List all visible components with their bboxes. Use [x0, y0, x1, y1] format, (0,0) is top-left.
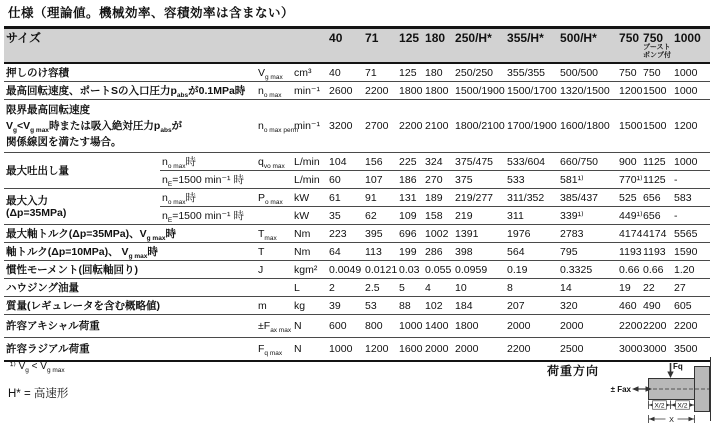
value-cell: 1125 — [641, 153, 672, 171]
row-unit: kgm² — [292, 261, 327, 279]
value-cell: 1400 — [423, 315, 453, 338]
value-cell: 533 — [505, 171, 558, 189]
value-cell: 533/604 — [505, 153, 558, 171]
value-cell: 2500 — [558, 338, 617, 362]
row-symbol: $P_{o max}$ — [256, 189, 292, 207]
value-cell: 1000 — [672, 82, 710, 100]
row-label: 最大入力 (Δp=35MPa) — [4, 189, 160, 225]
row-symbol: $q_{vo max}$ — [256, 153, 292, 171]
value-cell: 3000 — [641, 338, 672, 362]
row-unit: kg — [292, 297, 327, 315]
row-symbol: $T_{max}$ — [256, 225, 292, 243]
x2-label-a: X/2 — [654, 402, 665, 410]
value-cell: 40 — [327, 63, 363, 82]
row-unit: L — [292, 279, 327, 297]
value-cell: 770¹⁾ — [617, 171, 641, 189]
value-cell: 1391 — [453, 225, 505, 243]
value-cell: 3500 — [672, 338, 710, 362]
col-header: 40 — [327, 28, 363, 64]
value-cell: 1800 — [453, 315, 505, 338]
value-cell: 1500/1700 — [505, 82, 558, 100]
value-cell: 696 — [397, 225, 423, 243]
value-cell: 19 — [617, 279, 641, 297]
value-cell: 1193 — [617, 243, 641, 261]
value-cell: 2000 — [505, 315, 558, 338]
col-header-boost — [641, 28, 672, 64]
value-cell: 1200 — [617, 82, 641, 100]
row-label: 質量(レギュレータを含む概略値) — [4, 297, 256, 315]
value-cell: 2200 — [397, 100, 423, 153]
row-symbol: T — [256, 243, 292, 261]
fq-arrowhead — [667, 372, 673, 379]
value-cell: 107 — [363, 171, 397, 189]
value-cell: 113 — [363, 243, 397, 261]
value-cell: 564 — [505, 243, 558, 261]
value-cell: 656 — [641, 207, 672, 225]
value-cell: 375/475 — [453, 153, 505, 171]
row-symbol — [256, 279, 292, 297]
row-unit: Nm — [292, 243, 327, 261]
value-cell: 750 — [617, 63, 641, 82]
value-cell: 180 — [423, 63, 453, 82]
value-cell: 2200 — [505, 338, 558, 362]
fq-label: Fq — [673, 362, 683, 371]
row-sublabel: $n_{o max}$時 — [160, 153, 256, 171]
value-cell: 660/750 — [558, 153, 617, 171]
col-header: 180 — [423, 28, 453, 64]
value-cell: 1500 — [617, 100, 641, 153]
value-cell: 88 — [397, 297, 423, 315]
value-cell: - — [672, 171, 710, 189]
row-sublabel: $n_E=1500$ min⁻¹ 時 — [160, 207, 256, 225]
row-symbol: $F_{q max}$ — [256, 338, 292, 362]
value-cell: 500/500 — [558, 63, 617, 82]
value-cell: 156 — [363, 153, 397, 171]
value-cell: 311 — [505, 207, 558, 225]
value-cell: 219 — [453, 207, 505, 225]
col-header: 750 — [617, 28, 641, 64]
value-cell: 1002 — [423, 225, 453, 243]
col-header: 500/H* — [558, 28, 617, 64]
value-cell: 0.0121 — [363, 261, 397, 279]
value-cell: 1800 — [423, 82, 453, 100]
value-cell: 184 — [453, 297, 505, 315]
table-row — [4, 279, 710, 297]
spec-table-body — [4, 63, 710, 361]
row-label: ハウジング油量 — [4, 279, 256, 297]
row-symbol — [256, 207, 292, 225]
page-title: 仕様（理論値。機械効率、容積効率は含まない） — [8, 6, 295, 20]
value-cell: 39 — [327, 297, 363, 315]
value-cell: 2200 — [363, 82, 397, 100]
footnote-1: ¹⁾ $V_g < V_{g max}$ — [10, 361, 65, 374]
value-cell: 1200 — [672, 100, 710, 153]
value-cell: 1700/1900 — [505, 100, 558, 153]
value-cell: 460 — [617, 297, 641, 315]
value-cell: 0.66 — [617, 261, 641, 279]
footnote-2: H* = 高速形 — [8, 388, 69, 400]
value-cell: 199 — [397, 243, 423, 261]
value-cell: 2783 — [558, 225, 617, 243]
value-cell: 1320/1500 — [558, 82, 617, 100]
value-cell: 64 — [327, 243, 363, 261]
row-symbol: m — [256, 297, 292, 315]
value-cell: 375 — [453, 171, 505, 189]
row-label: 許容アキシャル荷重 — [4, 315, 256, 338]
value-cell: 2100 — [423, 100, 453, 153]
boost-pump-note: ブースト ポンプ付 — [643, 44, 672, 59]
col-header: 1000 — [672, 28, 710, 64]
value-cell: 800 — [363, 315, 397, 338]
value-cell: 8 — [505, 279, 558, 297]
value-cell: 1800/2100 — [453, 100, 505, 153]
value-cell: 1590 — [672, 243, 710, 261]
value-cell: 131 — [397, 189, 423, 207]
value-cell: 14 — [558, 279, 617, 297]
value-cell: 62 — [363, 207, 397, 225]
value-cell: 4 — [423, 279, 453, 297]
value-cell: 2 — [327, 279, 363, 297]
value-cell: 656 — [641, 189, 672, 207]
value-cell: 2200 — [617, 315, 641, 338]
table-row — [4, 153, 710, 171]
row-label: 慣性モーメント(回転軸回り) — [4, 261, 256, 279]
value-cell: 324 — [423, 153, 453, 171]
value-cell: 449¹⁾ — [617, 207, 641, 225]
value-cell: 0.03 — [397, 261, 423, 279]
load-direction-title: 荷重方向 — [547, 364, 600, 378]
value-cell: 1000 — [672, 153, 710, 171]
value-cell: 71 — [363, 63, 397, 82]
value-cell: 35 — [327, 207, 363, 225]
size-header: サイズ — [4, 28, 327, 64]
value-cell: 0.3325 — [558, 261, 617, 279]
value-cell: 1600 — [397, 338, 423, 362]
row-symbol: $n_{o max perm}$ — [256, 100, 292, 153]
value-cell: 1.20 — [672, 261, 710, 279]
value-cell: 3000 — [617, 338, 641, 362]
value-cell: 186 — [397, 171, 423, 189]
value-cell: 125 — [397, 63, 423, 82]
value-cell: 355/355 — [505, 63, 558, 82]
value-cell: 490 — [641, 297, 672, 315]
value-cell: 581¹⁾ — [558, 171, 617, 189]
value-cell: 4174 — [617, 225, 641, 243]
value-cell: 900 — [617, 153, 641, 171]
col-header-label: 750 — [643, 31, 664, 45]
value-cell: 270 — [423, 171, 453, 189]
value-cell: 250/250 — [453, 63, 505, 82]
value-cell: 3200 — [327, 100, 363, 153]
row-unit: N — [292, 338, 327, 362]
row-unit: kW — [292, 207, 327, 225]
value-cell: 1500/1900 — [453, 82, 505, 100]
value-cell: 2200 — [641, 315, 672, 338]
value-cell: 1000 — [397, 315, 423, 338]
value-cell: 395 — [363, 225, 397, 243]
value-cell: 1600/1800 — [558, 100, 617, 153]
value-cell: 1125 — [641, 171, 672, 189]
value-cell: 600 — [327, 315, 363, 338]
row-label: 最高回転速度、ポートSの入口圧力$p_{abs}$が0.1MPa時 — [4, 82, 256, 100]
row-symbol: $\pm F_{ax max}$ — [256, 315, 292, 338]
value-cell: 1200 — [363, 338, 397, 362]
row-sublabel: $n_E=1500$ min⁻¹ 時 — [160, 171, 256, 189]
value-cell: 0.055 — [423, 261, 453, 279]
value-cell: 1500 — [641, 82, 672, 100]
value-cell: 223 — [327, 225, 363, 243]
value-cell: 61 — [327, 189, 363, 207]
table-row — [4, 261, 710, 279]
row-unit: L/min — [292, 171, 327, 189]
value-cell: 0.19 — [505, 261, 558, 279]
value-cell: 795 — [558, 243, 617, 261]
x-label: X — [669, 414, 674, 424]
row-unit: N — [292, 315, 327, 338]
row-unit: min⁻¹ — [292, 82, 327, 100]
table-row — [4, 82, 710, 100]
table-row — [4, 225, 710, 243]
table-row — [4, 100, 710, 153]
col-header: 125 — [397, 28, 423, 64]
value-cell: 605 — [672, 297, 710, 315]
value-cell: 189 — [423, 189, 453, 207]
row-unit: L/min — [292, 153, 327, 171]
value-cell: 5 — [397, 279, 423, 297]
value-cell: 2.5 — [363, 279, 397, 297]
row-unit: cm³ — [292, 63, 327, 82]
row-label: 軸トルク(Δp=10MPa)、 $V_{g max}$時 — [4, 243, 256, 261]
value-cell: 339¹⁾ — [558, 207, 617, 225]
col-header: 250/H* — [453, 28, 505, 64]
row-sublabel: $n_{o max}$時 — [160, 189, 256, 207]
value-cell: 109 — [397, 207, 423, 225]
value-cell: 1000 — [327, 338, 363, 362]
table-row — [4, 297, 710, 315]
row-label: 許容ラジアル荷重 — [4, 338, 256, 362]
row-symbol: $V_{g max}$ — [256, 63, 292, 82]
value-cell: 207 — [505, 297, 558, 315]
row-label: 押しのけ容積 — [4, 63, 256, 82]
col-header: 355/H* — [505, 28, 558, 64]
value-cell: 0.66 — [641, 261, 672, 279]
value-cell: 398 — [453, 243, 505, 261]
value-cell: 22 — [641, 279, 672, 297]
value-cell: 4174 — [641, 225, 672, 243]
value-cell: 1800 — [397, 82, 423, 100]
table-row — [4, 63, 710, 82]
row-unit: kW — [292, 189, 327, 207]
value-cell: 219/277 — [453, 189, 505, 207]
value-cell: 53 — [363, 297, 397, 315]
value-cell: 2000 — [423, 338, 453, 362]
row-unit: min⁻¹ — [292, 100, 327, 153]
row-symbol: J — [256, 261, 292, 279]
value-cell: 1193 — [641, 243, 672, 261]
value-cell: 60 — [327, 171, 363, 189]
value-cell: 1000 — [672, 63, 710, 82]
value-cell: 583 — [672, 189, 710, 207]
row-unit: Nm — [292, 225, 327, 243]
value-cell: 2700 — [363, 100, 397, 153]
dim-arrow — [649, 417, 655, 421]
value-cell: 525 — [617, 189, 641, 207]
value-cell: 2600 — [327, 82, 363, 100]
spec-table — [4, 26, 710, 362]
row-symbol — [256, 171, 292, 189]
value-cell: 27 — [672, 279, 710, 297]
value-cell: - — [672, 207, 710, 225]
fax-arrowhead-left — [632, 386, 639, 391]
row-symbol: $n_{o max}$ — [256, 82, 292, 100]
value-cell: 0.0959 — [453, 261, 505, 279]
value-cell: 286 — [423, 243, 453, 261]
col-header: 71 — [363, 28, 397, 64]
x2-label-b: X/2 — [677, 402, 688, 410]
value-cell: 2000 — [453, 338, 505, 362]
table-row — [4, 315, 710, 338]
value-cell: 225 — [397, 153, 423, 171]
load-direction-diagram — [599, 357, 713, 433]
header-row — [4, 28, 710, 64]
value-cell: 158 — [423, 207, 453, 225]
dim-arrow — [689, 417, 695, 421]
value-cell: 91 — [363, 189, 397, 207]
value-cell: 320 — [558, 297, 617, 315]
fax-label: ± Fax — [610, 385, 631, 394]
row-label: 最大軸トルク(Δp=35MPa)、$V_{g max}$時 — [4, 225, 256, 243]
value-cell: 104 — [327, 153, 363, 171]
value-cell: 1500 — [641, 100, 672, 153]
value-cell: 2200 — [672, 315, 710, 338]
value-cell: 0.0049 — [327, 261, 363, 279]
table-row — [4, 243, 710, 261]
value-cell: 5565 — [672, 225, 710, 243]
value-cell: 2000 — [558, 315, 617, 338]
value-cell: 311/352 — [505, 189, 558, 207]
value-cell: 750 — [641, 63, 672, 82]
value-cell: 102 — [423, 297, 453, 315]
table-row — [4, 189, 710, 207]
value-cell: 385/437 — [558, 189, 617, 207]
value-cell: 1976 — [505, 225, 558, 243]
row-label: 限界最高回転速度 $V_g<V_{g max}$時または吸入絶対圧力$p_{abs}$が 関係線図を満たす場合。 — [4, 100, 256, 153]
row-label: 最大吐出し量 — [4, 153, 160, 189]
value-cell: 10 — [453, 279, 505, 297]
